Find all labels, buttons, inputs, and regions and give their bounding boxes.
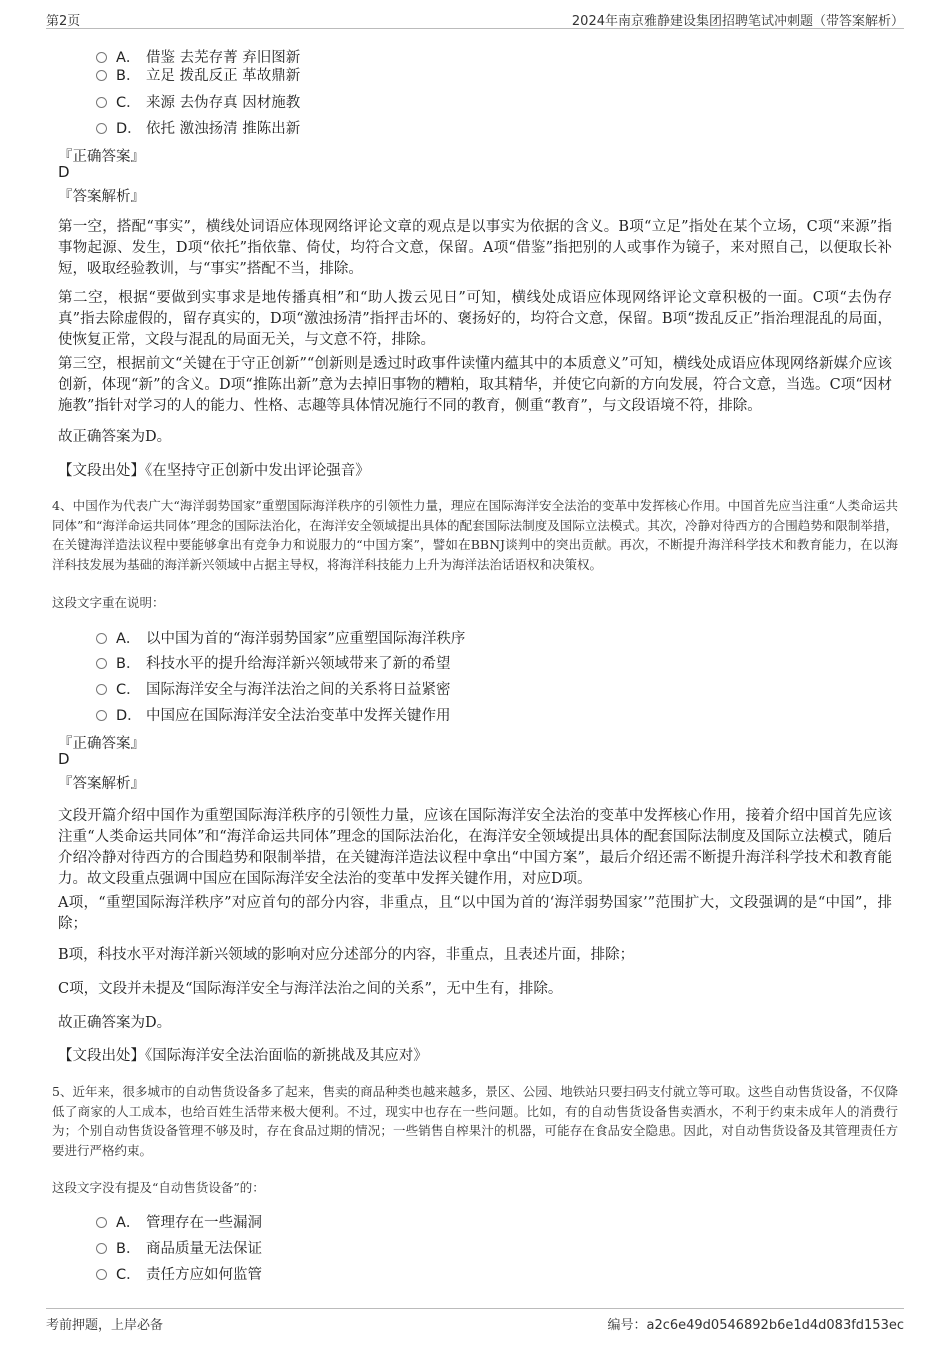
radio-icon[interactable] — [96, 1269, 107, 1280]
q4-option-c[interactable]: C． 国际海洋安全与海洋法治之间的关系将日益紧密 — [96, 678, 451, 700]
q3-analysis-para-1: 第一空，搭配“事实”，横线处词语应体现网络评论文章的观点是以事实为依据的含义。B项“立足”指处在某个立场，C项“来源”指事物起源、发生，D项“依托”指依靠、倚仗，均符合文意，保留。A项“借鉴”指把别的人或事作为镜子，来对照自己，以便取长补短，吸取经验教训，与“事实”搭配不当，排除。 — [58, 219, 892, 277]
q5-option-a[interactable]: A． 管理存在一些漏洞 — [96, 1211, 262, 1233]
q5-stem: 5、近年来，很多城市的自动售货设备多了起来，售卖的商品种类也越来越多，景区、公园、地铁站只要扫码支付就立等可取。这些自动售货设备，不仅降低了商家的人工成本，也给百姓生活带来极大便利。不过，现实中也存在一些问题。比如，有的自动售货设备售卖酒水，不利于约束未成年人的消费行为；个别自动售货设备管理不够及时，存在食品过期的情况；一些销售自榨果汁的机器，可能存在食品安全隐患。因此，对自动售货设备及其管理责任方要进行严格约束。 — [52, 1084, 898, 1158]
document-title: 2024年南京雅静建设集团招聘笔试冲刺题（带答案解析） — [571, 14, 904, 29]
q4-analysis-label: 『答案解析』 — [58, 776, 145, 792]
q4-option-b[interactable]: B． 科技水平的提升给海洋新兴领域带来了新的希望 — [96, 652, 451, 674]
q4-analysis-para-2: A项，“重塑国际海洋秩序”对应首句的部分内容，非重点，且“以中国为首的‘海洋弱势国家’”范围扩大，文段强调的是“中国”，排除； — [58, 895, 892, 932]
q3-option-a[interactable]: A． 借鉴 去芜存菁 弃旧图新 — [96, 46, 300, 68]
document-code: a2c6e49d0546892b6e1d4d083fd153ec — [646, 1318, 904, 1333]
radio-icon[interactable] — [96, 1217, 107, 1228]
q3-analysis-para-3: 第三空，根据前文“关键在于守正创新”“创新则是透过时政事件读懂内蕴其中的本质意义”可知，横线处成语应体现网络新媒介应该创新，体现“新”的含义。D项“推陈出新”意为去掉旧事物的糟粕，取其精华，并使它向新的方向发展，符合文意，当选。C项“因材施教”指针对学习的人的能力、性格、志趣等具体情况施行不同的教育，侧重“教育”，与文段语境不符，排除。 — [58, 356, 892, 414]
q5-option-b[interactable]: B． 商品质量无法保证 — [96, 1237, 262, 1259]
q3-answer-label: 『正确答案』 — [58, 149, 145, 165]
radio-icon[interactable] — [96, 658, 107, 669]
page-header — [46, 8, 904, 29]
radio-icon[interactable] — [96, 684, 107, 695]
radio-icon[interactable] — [96, 52, 107, 63]
q4-analysis-para-1: 文段开篇介绍中国作为重塑国际海洋秩序的引领性力量，应该在国际海洋安全法治的变革中发挥核心作用，接着介绍中国首先应该注重“人类命运共同体”和“海洋命运共同体”理念的国际法治化，在海洋安全领域提出具体的配套国际法制度及国际立法模式，随后介绍冷静对待西方的合围趋势和限制举措，在关键海洋造法议程中拿出“中国方案”，最后介绍还需不断提升海洋科学技术和教育能力。故文段重点强调中国应在国际海洋安全法治的变革中发挥关键作用，对应D项。 — [58, 808, 892, 887]
radio-icon[interactable] — [96, 1243, 107, 1254]
footer-id: 编号：a2c6e49d0546892b6e1d4d083fd153ec — [607, 1318, 904, 1333]
q4-source: 【文段出处】《国际海洋安全法治面临的新挑战及其应对》 — [58, 1048, 428, 1064]
footer-slogan: 考前押题，上岸必备 — [46, 1318, 164, 1333]
q5-option-c[interactable]: C． 责任方应如何监管 — [96, 1263, 262, 1285]
q3-answer: D — [58, 163, 70, 181]
q4-analysis-para-4: C项，文段并未提及“国际海洋安全与海洋法治之间的关系”，无中生有，排除。 — [58, 981, 563, 997]
q3-option-d[interactable]: D． 依托 激浊扬清 推陈出新 — [96, 117, 300, 139]
q5-prompt: 这段文字没有提及“自动售货设备”的： — [52, 1180, 265, 1195]
q3-analysis-label: 『答案解析』 — [58, 189, 145, 205]
page-footer — [46, 1308, 904, 1335]
q3-analysis-para-2: 第二空，根据“要做到实事求是地传播真相”和“助人拨云见日”可知，横线处成语应体现网络评论文章积极的一面。C项“去伪存真”指去除虚假的，留存真实的，D项“激浊扬清”指抨击坏的、褒扬好的，均符合文意，保留。B项“拨乱反正”指治理混乱的局面，使恢复正常，文段与混乱的局面无关，与文意不符，排除。 — [58, 290, 892, 348]
radio-icon[interactable] — [96, 97, 107, 108]
q4-analysis-para-3: B项，科技水平对海洋新兴领域的影响对应分述部分的内容，非重点，且表述片面，排除； — [58, 947, 635, 963]
q4-option-d[interactable]: D． 中国应在国际海洋安全法治变革中发挥关键作用 — [96, 704, 451, 726]
q3-option-b[interactable]: B． 立足 拨乱反正 革故鼎新 — [96, 64, 300, 86]
radio-icon[interactable] — [96, 123, 107, 134]
q4-answer: D — [58, 750, 70, 768]
radio-icon[interactable] — [96, 70, 107, 81]
q4-prompt: 这段文字重在说明： — [52, 595, 165, 610]
q4-answer-label: 『正确答案』 — [58, 736, 145, 752]
radio-icon[interactable] — [96, 633, 107, 644]
page-number: 第2页 — [46, 14, 81, 29]
q3-option-c[interactable]: C． 来源 去伪存真 因材施教 — [96, 91, 300, 113]
radio-icon[interactable] — [96, 710, 107, 721]
q3-source: 【文段出处】《在坚持守正创新中发出评论强音》 — [58, 463, 370, 479]
q4-option-a[interactable]: A． 以中国为首的“海洋弱势国家”应重塑国际海洋秩序 — [96, 627, 465, 649]
q4-conclusion: 故正确答案为D。 — [58, 1015, 172, 1031]
q3-conclusion: 故正确答案为D。 — [58, 429, 172, 445]
q4-stem: 4、中国作为代表广大“海洋弱势国家”重塑国际海洋秩序的引领性力量，理应在国际海洋安全法治的变革中发挥核心作用。中国首先应当注重“人类命运共同体”和“海洋命运共同体”理念的国际法治化，在海洋安全领域提出具体的配套国际法制度及国际立法模式。其次，冷静对待西方的合围趋势和限制举措，在关键海洋造法议程中要能够拿出有竞争力和说服力的“中国方案”，譬如在BBNJ谈判中的突出贡献。再次，不断提升海洋科学技术和教育能力，在以海洋科技发展为基础的海洋新兴领域中占据主导权，将海洋科技能力上升为海洋法治话语权和决策权。 — [52, 498, 898, 572]
